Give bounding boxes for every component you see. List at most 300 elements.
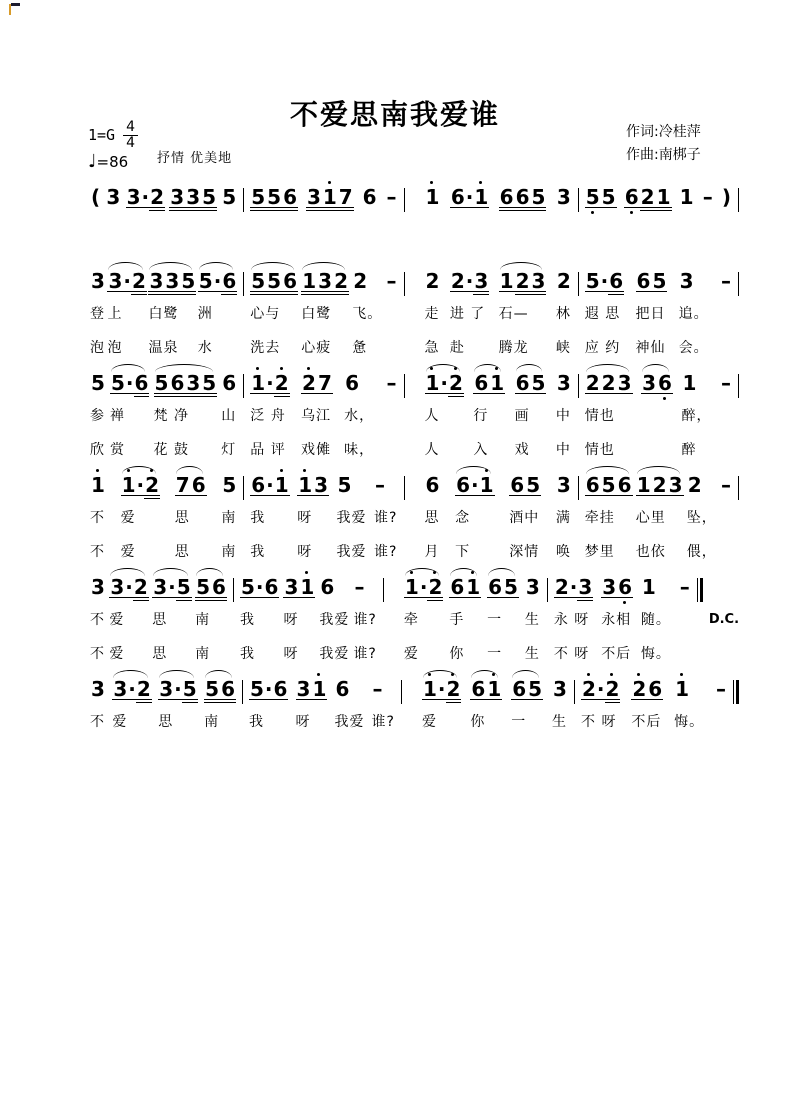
note-digit: 2 — [150, 185, 165, 209]
note-digit: 3 — [108, 269, 123, 293]
lyric-line-1: 行 — [473, 408, 489, 424]
note-token — [450, 178, 489, 212]
lyric-line-1: 不 — [90, 714, 105, 730]
note-cell — [221, 178, 237, 212]
note-digit: 5 — [337, 473, 352, 497]
note-token — [301, 364, 333, 398]
note-token — [487, 568, 519, 602]
note-digit: ( — [91, 185, 101, 209]
note-token — [470, 670, 502, 704]
note-digit: · — [141, 185, 150, 209]
note-digit: 5 — [222, 473, 237, 497]
note-token — [720, 262, 732, 296]
lyric-line-2: 味， — [344, 442, 375, 458]
lyric-line-2: 不 — [90, 544, 105, 560]
note-token — [105, 178, 121, 212]
note-digit: 6 — [221, 677, 235, 701]
lyric-line-1: 不后 — [631, 714, 662, 730]
note-cell — [556, 364, 572, 466]
note-digit: 6 — [624, 185, 639, 209]
note-token — [337, 466, 353, 500]
note-digit: 1 — [91, 473, 105, 497]
note-token — [353, 568, 365, 602]
lyric-line-1: 酒中 — [509, 510, 540, 526]
lyric-line-2: 花 鼓 — [153, 442, 189, 458]
lyric-line-1: 洲 — [197, 306, 213, 322]
lyric-line-1: 牵挂 — [584, 510, 615, 526]
lyric-line-1: 南 — [221, 510, 237, 526]
note-digit: 1 — [490, 371, 505, 395]
note-token — [221, 178, 237, 212]
note-digit: 3 — [556, 185, 571, 209]
note-token — [198, 262, 237, 296]
note-token — [556, 364, 572, 398]
quarter-note-icon: ♩ — [88, 151, 97, 172]
note-digit: – — [721, 371, 731, 395]
note-token — [126, 178, 165, 212]
note-cell — [585, 364, 633, 466]
measure — [244, 262, 403, 364]
measure — [419, 364, 578, 466]
note-cell — [337, 466, 367, 568]
note-digit: 6 — [499, 185, 514, 209]
lyric-line-2: 峡 — [555, 340, 571, 356]
note-token — [509, 466, 541, 500]
lyric-line-2: 爱 — [109, 646, 125, 662]
lyric-line-1: 呀 — [297, 510, 313, 526]
measure — [419, 466, 578, 568]
note-token — [554, 568, 593, 602]
measure — [579, 364, 738, 466]
note-digit: 3 — [578, 575, 593, 599]
note-cell — [631, 670, 663, 738]
lyric-line-1: 上 — [107, 306, 123, 322]
note-digit: · — [569, 575, 578, 599]
note-cell — [585, 466, 633, 568]
note-digit: 3 — [186, 371, 201, 395]
note-digit: 1 — [682, 371, 697, 395]
note-digit: 3 — [314, 473, 329, 497]
lyric-line-2: 呀 — [297, 544, 313, 560]
lyric-line-1: 我爱 — [334, 714, 365, 730]
note-digit: 6 — [362, 185, 377, 209]
note-digit: 2 — [605, 677, 620, 701]
note-cell — [720, 364, 732, 466]
measure — [243, 670, 401, 738]
barline — [404, 374, 405, 398]
lyric-line-2: 灯 — [221, 442, 237, 458]
measure — [548, 568, 697, 670]
note-digit: · — [471, 473, 479, 497]
note-cell — [556, 178, 572, 212]
note-cell — [554, 568, 593, 670]
note-digit: 2 — [446, 677, 461, 701]
note-digit: 3 — [170, 185, 185, 209]
note-cell — [425, 364, 464, 466]
note-digit: 3 — [556, 473, 571, 497]
note-cell — [90, 364, 106, 466]
measure — [234, 568, 383, 670]
lyric-line-1: 把日 — [635, 306, 666, 322]
time-signature-denominator: 4 — [126, 135, 136, 151]
note-token — [581, 670, 620, 704]
note-digit: 1 — [312, 677, 327, 701]
barline — [738, 476, 739, 500]
note-cell — [372, 670, 395, 738]
note-digit: 6 — [450, 185, 465, 209]
music-line — [84, 262, 739, 364]
lyric-line-1: 爱 — [422, 714, 437, 730]
note-digit: 3 — [642, 371, 656, 395]
note-digit: 5 — [531, 185, 546, 209]
note-digit: 3 — [284, 575, 299, 599]
note-digit: 2 — [428, 575, 443, 599]
lyric-line-2: 水 — [197, 340, 213, 356]
measure — [419, 262, 578, 364]
note-token — [425, 262, 441, 296]
note-digit: 5 — [267, 269, 282, 293]
note-cell — [641, 568, 671, 670]
note-token — [90, 466, 106, 500]
note-cell — [109, 568, 148, 670]
note-token — [158, 670, 197, 704]
note-digit: 1 — [425, 185, 440, 209]
note-digit: 6 — [617, 473, 632, 497]
music-line — [84, 364, 739, 466]
note-cell — [509, 466, 541, 568]
note-digit: 5 — [198, 269, 213, 293]
corner-mark-cap — [11, 3, 20, 6]
note-digit: 6 — [251, 473, 266, 497]
note-digit: 6 — [222, 371, 237, 395]
lyric-line-2: 爱 — [120, 544, 136, 560]
lyric-line-2: 下 — [455, 544, 471, 560]
note-digit: 2 — [640, 185, 655, 209]
note-token — [240, 568, 279, 602]
note-digit: 1 — [499, 269, 514, 293]
lyric-line-1: 一 — [511, 714, 527, 730]
note-cell — [121, 466, 160, 568]
note-digit: 6 — [425, 473, 440, 497]
note-cell — [681, 364, 711, 466]
note-cell — [90, 670, 106, 738]
note-token — [679, 178, 695, 212]
note-token — [362, 178, 378, 212]
dc-mark: D.C. — [708, 612, 740, 627]
note-digit: 6 — [488, 575, 503, 599]
measure — [84, 364, 243, 466]
lyric-line-2: 我爱 — [319, 646, 350, 662]
note-token — [221, 466, 237, 500]
lyric-line-2: 赴 — [449, 340, 465, 356]
note-digit: – — [386, 371, 397, 395]
note-token — [175, 466, 207, 500]
note-cell — [283, 568, 315, 670]
note-cell — [385, 262, 397, 364]
note-token — [283, 568, 315, 602]
note-cell — [306, 178, 354, 212]
note-digit: 1 — [679, 185, 694, 209]
note-digit: 1 — [404, 575, 419, 599]
lyric-line-2: 入 — [473, 442, 489, 458]
note-digit: 5 — [504, 575, 518, 599]
note-digit: 6 — [609, 269, 624, 293]
lyric-line-2: 惫 — [352, 340, 368, 356]
note-digit: 3 — [617, 371, 632, 395]
lyric-line-1: 南 — [204, 714, 220, 730]
lyric-line-2: 不 — [90, 646, 105, 662]
note-token — [641, 568, 657, 602]
note-digit: · — [465, 185, 474, 209]
note-digit: 5 — [652, 269, 667, 293]
note-digit: 5 — [267, 185, 282, 209]
note-digit: · — [266, 473, 274, 497]
note-digit: – — [702, 185, 713, 209]
note-digit: – — [715, 677, 726, 701]
note-digit: 1 — [487, 677, 502, 701]
lyric-line-2: 生 — [524, 646, 540, 662]
note-digit: 6 — [264, 575, 279, 599]
lyric-line-2: 偎， — [686, 544, 717, 560]
note-token — [556, 178, 572, 212]
note-cell — [525, 568, 541, 670]
note-token — [721, 178, 732, 212]
note-token — [631, 670, 663, 704]
note-cell — [198, 262, 237, 364]
note-token — [422, 670, 461, 704]
note-digit: 1 — [423, 677, 437, 701]
note-digit: 5 — [196, 575, 211, 599]
note-token — [148, 262, 196, 296]
lyric-line-1: 呀 — [295, 714, 311, 730]
note-token — [720, 466, 732, 500]
lyric-line-1: 坠， — [686, 510, 717, 526]
note-digit: 5 — [601, 185, 616, 209]
note-digit: 5 — [526, 473, 541, 497]
note-digit: 2 — [302, 371, 316, 395]
note-digit: 6 — [170, 371, 185, 395]
lyric-line-1: 走 — [424, 306, 440, 322]
note-token — [121, 466, 160, 500]
note-digit: 7 — [317, 371, 332, 395]
lyric-line-1: 我爱 — [319, 612, 350, 628]
lyric-line-1: 爱 — [109, 612, 125, 628]
note-cell — [679, 262, 709, 364]
barline — [738, 188, 739, 212]
lyric-line-1: 牵 — [403, 612, 419, 628]
note-token — [425, 178, 441, 212]
note-digit: · — [264, 677, 273, 701]
note-cell — [250, 466, 289, 568]
note-cell — [679, 178, 695, 212]
lyric-line-1: 爱 — [120, 510, 136, 526]
note-cell — [175, 466, 207, 568]
note-cell — [601, 568, 633, 670]
lyric-line-1: 念 — [455, 510, 471, 526]
lyric-line-1: 山 — [221, 408, 237, 424]
note-cell — [344, 364, 374, 466]
lyric-line-2: 一 — [487, 646, 503, 662]
note-token — [681, 364, 697, 398]
lyric-line-1: 心与 — [250, 306, 281, 322]
note-token — [297, 466, 329, 500]
note-cell — [687, 466, 717, 568]
note-token — [204, 670, 236, 704]
lyric-line-1: 你 — [470, 714, 486, 730]
lyric-line-2: 爱 — [403, 646, 419, 662]
note-digit: – — [386, 185, 397, 209]
note-token — [152, 568, 191, 602]
lyric-line-2: 谁? — [353, 646, 377, 662]
measure — [416, 670, 574, 738]
note-digit: 6 — [474, 371, 489, 395]
note-digit: 3 — [306, 185, 321, 209]
lyric-line-2: 赏 — [110, 442, 125, 458]
note-token — [385, 262, 397, 296]
note-digit: 2 — [145, 473, 160, 497]
lyric-line-1: 醉， — [681, 408, 712, 424]
note-token — [585, 262, 624, 296]
lyric-line-1: 禅 — [110, 408, 125, 424]
measure — [579, 178, 738, 212]
note-token — [195, 568, 227, 602]
lyric-line-1: 白鹭 — [301, 306, 332, 322]
note-cell — [581, 670, 620, 738]
barline — [404, 188, 405, 212]
lyric-line-2: 洗去 — [250, 340, 281, 356]
lyric-line-2: 思 — [152, 646, 168, 662]
note-digit: 7 — [175, 473, 190, 497]
note-digit: 6 — [283, 185, 298, 209]
note-digit: · — [465, 269, 474, 293]
composer-credit: 作曲:南梆子 — [626, 147, 701, 163]
time-signature — [123, 121, 138, 150]
note-digit: 5 — [182, 677, 197, 701]
barline — [404, 272, 405, 296]
lyric-line-2: 急 — [424, 340, 440, 356]
note-digit: 2 — [554, 575, 569, 599]
note-cell — [674, 670, 704, 738]
lyric-line-1: 一 — [487, 612, 503, 628]
note-digit: 2 — [136, 677, 151, 701]
music-line — [84, 670, 739, 738]
note-cell — [720, 466, 732, 568]
barline — [738, 272, 739, 296]
note-cell — [425, 262, 441, 364]
note-cell — [319, 568, 349, 670]
note-digit: 2 — [585, 371, 600, 395]
note-digit: 3 — [602, 575, 617, 599]
note-digit: 3 — [556, 371, 571, 395]
note-digit: 1 — [675, 677, 689, 701]
note-token — [404, 568, 443, 602]
lyric-line-2: 醉 — [681, 442, 697, 458]
note-digit: 2 — [132, 269, 146, 293]
note-token — [90, 670, 106, 704]
score-area — [84, 178, 739, 738]
lyric-line-1: 参 — [90, 408, 105, 424]
note-digit: 2 — [687, 473, 702, 497]
note-cell — [385, 178, 397, 212]
note-cell — [636, 466, 684, 568]
lyric-line-1: 我 — [250, 510, 266, 526]
lyric-line-2: 神仙 — [635, 340, 666, 356]
music-line — [84, 466, 739, 568]
lyric-line-1: 谁? — [371, 714, 395, 730]
note-digit: 6 — [515, 185, 530, 209]
lyric-line-2: 我爱 — [336, 544, 367, 560]
note-token — [334, 670, 350, 704]
lyric-line-1: 不 — [90, 510, 105, 526]
note-token — [250, 178, 298, 212]
note-digit: 2 — [133, 575, 148, 599]
note-token — [499, 178, 547, 212]
note-token — [109, 568, 148, 602]
note-cell — [250, 364, 289, 466]
tempo-row — [88, 153, 138, 171]
lyric-line-1: 进 了 — [449, 306, 486, 322]
measure — [244, 364, 403, 466]
lyric-line-1: 我 — [239, 612, 255, 628]
note-cell — [487, 568, 519, 670]
lyric-line-1: 生 — [524, 612, 540, 628]
note-token — [169, 178, 217, 212]
note-digit: 5 — [222, 185, 237, 209]
lyric-line-1: 悔。 — [674, 714, 705, 730]
time-signature-numerator: 4 — [123, 121, 138, 136]
lyric-line-1: 人 — [424, 408, 440, 424]
lyric-line-1: 中 — [555, 408, 571, 424]
lyric-line-1: 泛 舟 — [250, 408, 286, 424]
note-digit: 3 — [91, 677, 105, 701]
lyric-line-2: 腾龙 — [498, 340, 529, 356]
lyric-line-2: 泡 — [107, 340, 123, 356]
note-digit: 6 — [450, 575, 465, 599]
lyric-line-1: 永 呀 — [553, 612, 590, 628]
note-cell — [556, 466, 572, 568]
note-digit: 2 — [274, 371, 289, 395]
note-digit: 6 — [512, 677, 527, 701]
lyric-line-2: 我 — [239, 646, 255, 662]
measure — [398, 568, 547, 670]
note-digit: 3 — [531, 269, 546, 293]
note-cell — [90, 568, 106, 670]
note-digit: 6 — [320, 575, 335, 599]
note-cell — [90, 262, 106, 364]
note-token — [344, 364, 360, 398]
note-digit: 3 — [149, 269, 164, 293]
note-token — [585, 178, 617, 212]
note-token — [250, 262, 298, 296]
note-digit: · — [440, 371, 449, 395]
note-digit: 3 — [126, 185, 141, 209]
note-token — [455, 466, 494, 500]
barline — [401, 680, 402, 704]
note-token — [250, 364, 289, 398]
measure — [84, 262, 243, 364]
note-digit: · — [437, 677, 446, 701]
note-token — [585, 466, 633, 500]
note-digit: 3 — [553, 677, 567, 701]
note-cell — [470, 670, 502, 738]
note-cell — [450, 178, 489, 212]
lyric-line-1: 心里 — [635, 510, 666, 526]
note-token — [585, 364, 633, 398]
lyric-line-1: 思 — [174, 510, 190, 526]
note-digit: 2 — [515, 269, 530, 293]
note-digit: · — [125, 371, 134, 395]
note-digit: 1 — [479, 473, 494, 497]
